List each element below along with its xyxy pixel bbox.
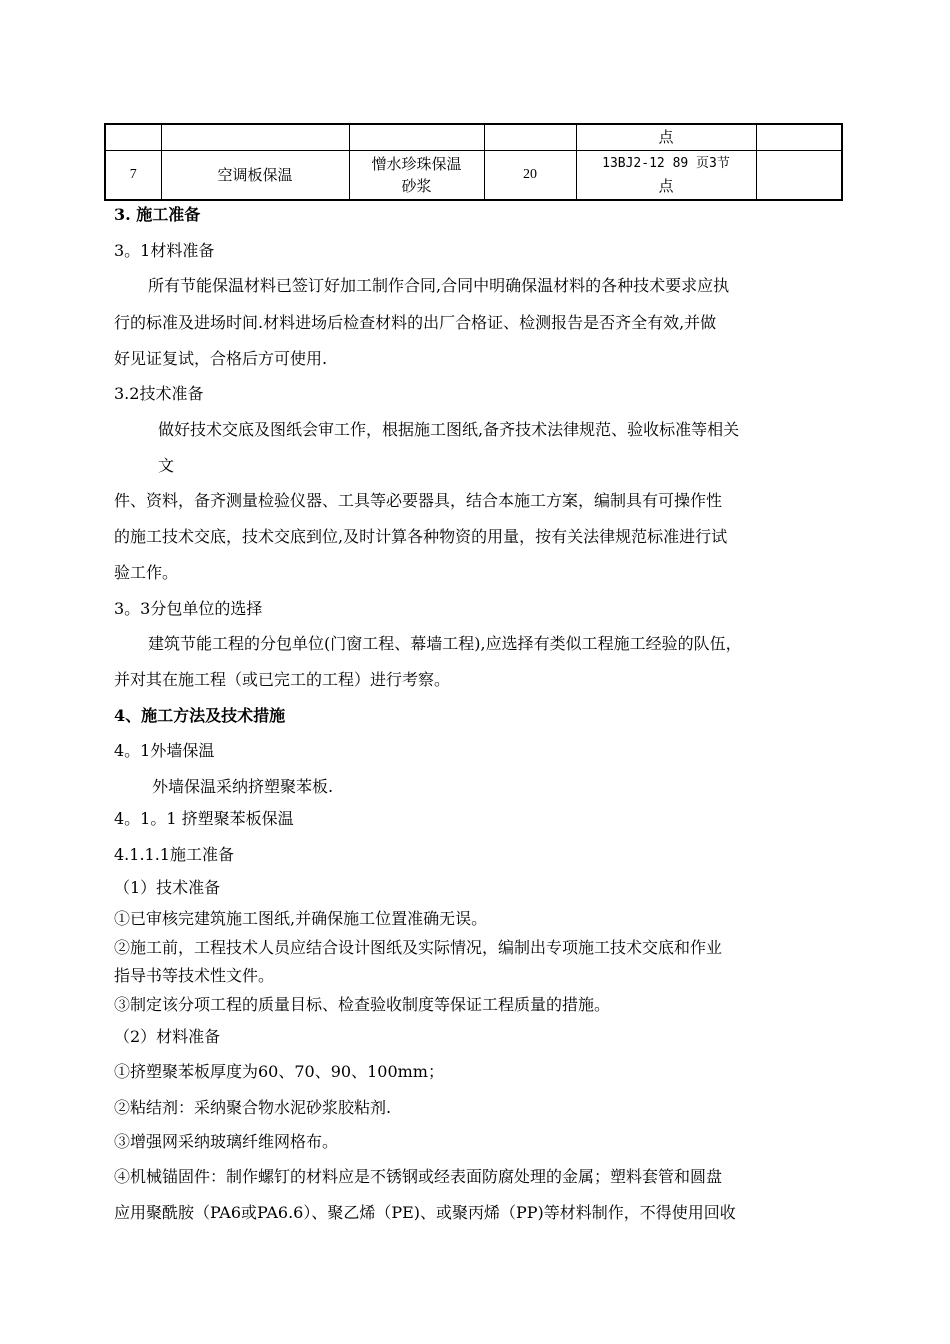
table-cell	[756, 150, 842, 200]
material-line-1: 憎水珍珠保温	[371, 154, 462, 173]
table-cell-index: 7	[105, 150, 161, 200]
list-item: ③制定该分项工程的质量目标、检查验收制度等保证工程质量的措施。	[114, 995, 611, 1014]
list-item: ②粘结剂：采纳聚合物水泥砂浆胶粘剂.	[114, 1098, 392, 1117]
list-item: ①挤塑聚苯板厚度为60、70、90、100mm；	[114, 1062, 444, 1081]
table-cell	[349, 124, 484, 150]
list-heading: （2）材料准备	[114, 1027, 221, 1046]
paragraph-line: 的施工技术交底，技术交底到位,及时计算各种物资的用量，按有关法律规范标准进行试	[114, 527, 728, 546]
paragraph-line: 文	[158, 456, 175, 475]
table-cell-item: 空调板保温	[161, 150, 349, 200]
subsection-heading: 4。1。1 挤塑聚苯板保温	[114, 809, 294, 828]
table-cell: 点	[576, 124, 756, 150]
paragraph-line: 验工作。	[114, 563, 179, 582]
list-item: 应用聚酰胺（PA6或PA6.6）、聚乙烯（PE)、或聚丙烯（PP)等材料制作，不得使用回收	[114, 1203, 736, 1222]
list-item: ③增强网采纳玻璃纤维网格布。	[114, 1132, 339, 1151]
table-row	[105, 124, 842, 150]
table-cell-thickness: 20	[484, 150, 576, 200]
reference-line-2: 点	[658, 176, 674, 195]
subsection-heading: 3.2技术准备	[114, 384, 204, 403]
paragraph-line: 所有节能保温材料已签订好加工制作合同,合同中明确保温材料的各种技术要求应执	[148, 276, 730, 295]
reference-line-1: 13BJ2-12 89 页3节	[602, 155, 730, 171]
section-heading: 3. 施工准备	[114, 205, 201, 224]
subsection-heading: 3。3分包单位的选择	[114, 599, 263, 618]
table-cell	[484, 124, 576, 150]
paragraph-line: 并对其在施工程（或已完工的工程）进行考察。	[114, 670, 451, 689]
table-cell	[161, 124, 349, 150]
paragraph-line: 建筑节能工程的分包单位(门窗工程、幕墙工程),应选择有类似工程施工经验的队伍，	[148, 634, 742, 653]
paragraph-line: 件、资料，备齐测量检验仪器、工具等必要器具，结合本施工方案，编制具有可操作性	[114, 491, 723, 510]
subsection-heading: 4。1外墙保温	[114, 741, 215, 760]
paragraph-line: 行的标准及进场时间.材料进场后检查材料的出厂合格证、检测报告是否齐全有效,并做	[114, 313, 717, 332]
table-row	[105, 150, 842, 200]
table-cell	[756, 124, 842, 150]
list-item: ①已审核完建筑施工图纸,并确保施工位置准确无误。	[114, 909, 488, 928]
table-cell	[105, 124, 161, 150]
material-line-2: 砂浆	[401, 176, 432, 195]
list-item: ②施工前，工程技术人员应结合设计图纸及实际情况，编制出专项施工技术交底和作业	[114, 938, 723, 957]
materials-table	[104, 123, 843, 201]
paragraph-line: 做好技术交底及图纸会审工作，根据施工图纸,备齐技术法律规范、验收标准等相关	[158, 420, 740, 439]
subsection-heading: 4.1.1.1施工准备	[114, 845, 234, 864]
list-heading: （1）技术准备	[114, 878, 221, 897]
table-cell-reference	[576, 150, 756, 200]
table-cell-material	[349, 150, 484, 200]
paragraph-line: 外墙保温采纳挤塑聚苯板.	[152, 777, 334, 796]
list-item: 指导书等技术性文件。	[114, 966, 275, 985]
list-item: ④机械锚固件：制作螺钉的材料应是不锈钢或经表面防腐处理的金属；塑料套管和圆盘	[114, 1167, 723, 1186]
paragraph-line: 好见证复试，合格后方可使用.	[114, 349, 328, 368]
subsection-heading: 3。1材料准备	[114, 241, 215, 260]
section-heading: 4、施工方法及技术措施	[114, 706, 286, 725]
